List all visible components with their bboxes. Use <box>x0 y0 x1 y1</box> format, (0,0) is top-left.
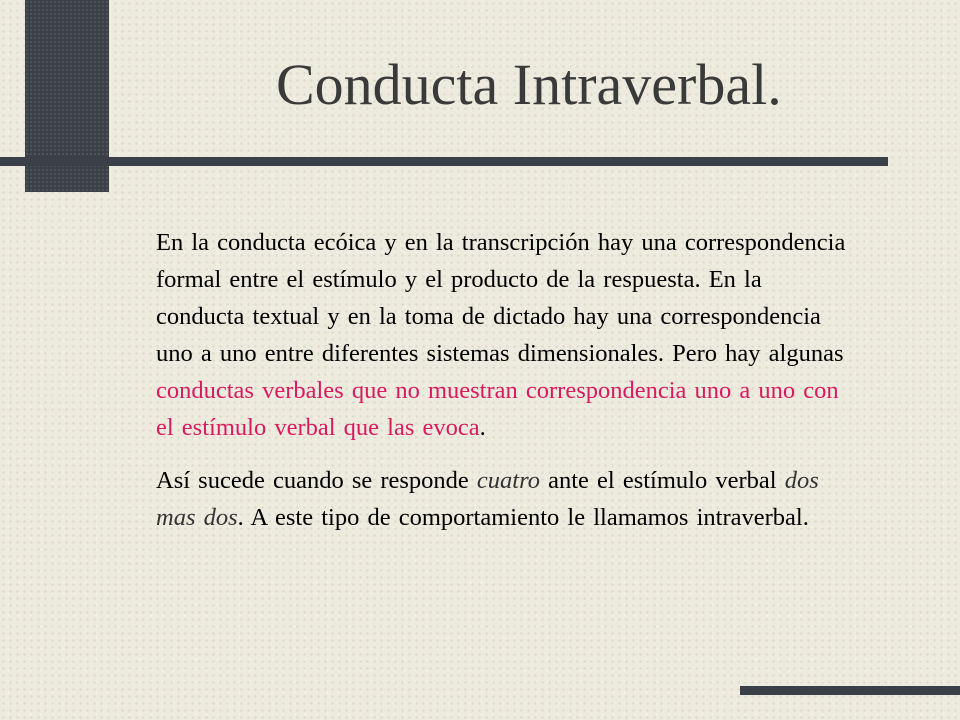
bottom-accent-bar <box>740 686 960 695</box>
paragraph-1-end: . <box>479 414 486 441</box>
paragraph-1 <box>156 224 856 446</box>
paragraph-2-part3: . A este tipo de comportamiento le llamamos intraverbal. <box>237 504 809 531</box>
italic-phrase-dos-mas-dos: dos mas dos <box>156 467 819 531</box>
paragraph-2 <box>156 462 856 536</box>
slide-title: Conducta Intraverbal. <box>276 52 782 117</box>
slide-body <box>156 224 856 536</box>
paragraph-1-text: En la conducta ecóica y en la transcripción hay una correspondencia formal entre el estímulo y el producto de la respuesta. En la conducta textual y en la toma de dictado hay una correspondencia uno a uno entre diferentes sistemas dimensionales. Pero hay algunas <box>156 229 846 367</box>
italic-word-cuatro: cuatro <box>476 467 540 494</box>
highlighted-text: conductas verbales que no muestran correspondencia uno a uno con el estímulo verbal que las evoca <box>156 377 839 441</box>
paragraph-2-part1: Así sucede cuando se responde <box>156 467 477 494</box>
paragraph-2-part2: ante el estímulo verbal <box>539 467 785 494</box>
title-underline-bar <box>0 157 888 166</box>
